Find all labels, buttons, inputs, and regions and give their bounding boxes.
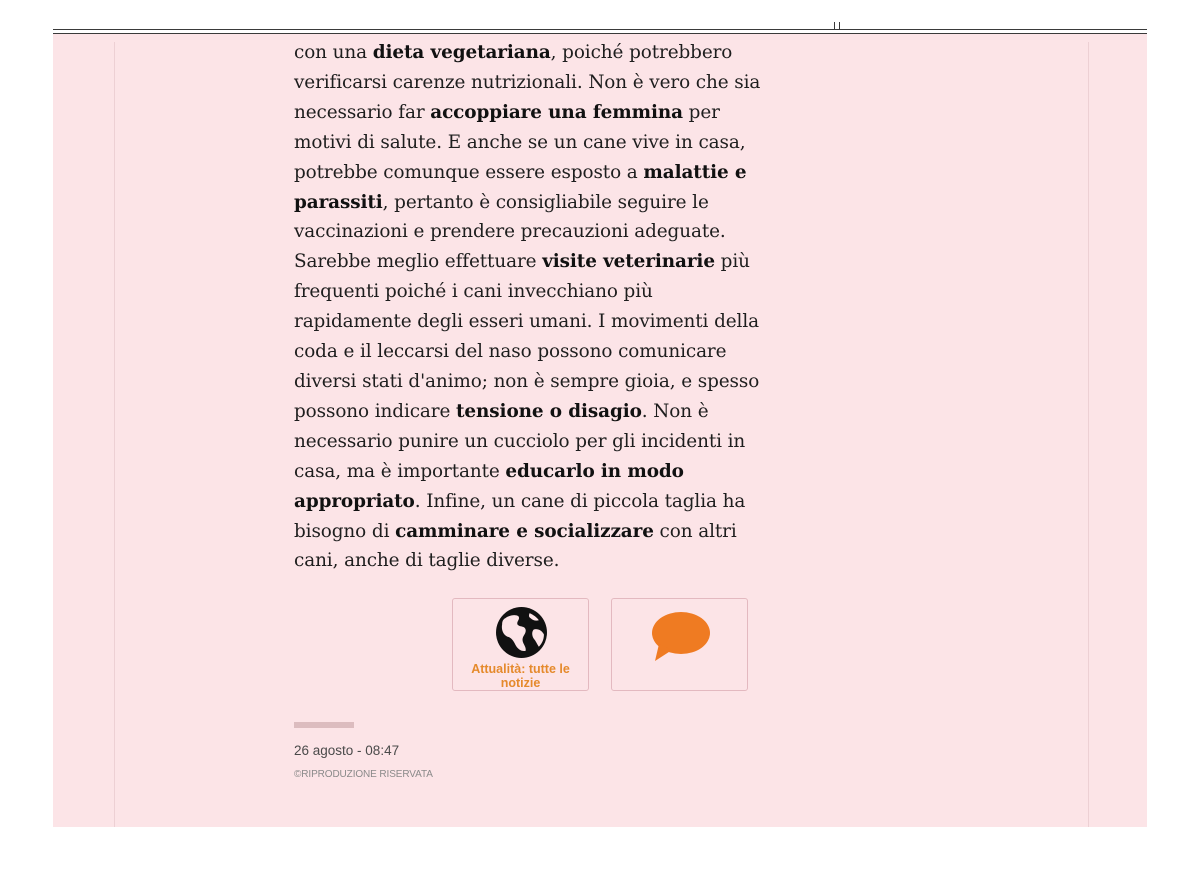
column-guide-left	[114, 42, 115, 827]
meta-divider	[294, 722, 354, 728]
article-highlight: malattie e parassiti	[294, 161, 747, 213]
header-rule-top	[53, 29, 1147, 30]
article-paragraph	[294, 38, 764, 576]
comments-button[interactable]	[611, 598, 748, 691]
article-highlight: dieta vegetariana	[372, 42, 551, 63]
header-divider-tick	[839, 22, 840, 30]
all-news-label: Attualità: tutte le notizie	[471, 662, 570, 690]
article-highlight: camminare e socializzare	[395, 520, 654, 542]
article-text-run: , pertanto è consigliabile seguire le vaccinazioni e prendere precauzioni adeguate. Sarebbe meglio effettuare	[294, 191, 726, 273]
all-news-button[interactable]	[452, 598, 589, 691]
article-text-run: . Non è necessario punire un cucciolo per gli incidenti in casa, ma è importante	[294, 400, 746, 482]
copyright-notice: ©RIPRODUZIONE RISERVATA	[294, 769, 433, 780]
column-guide-right	[1088, 42, 1089, 827]
article-text-run: , poiché potrebbero verificarsi carenze nutrizionali. Non è vero che sia necessario far	[294, 42, 761, 123]
article-text-run: . Infine, un cane di piccola taglia ha bisogno di	[294, 490, 746, 542]
article-body	[294, 38, 764, 576]
header-divider-tick	[834, 22, 835, 30]
article-highlight: accoppiare una femmina	[430, 101, 683, 123]
article-highlight: educarlo in modo appropriato	[294, 460, 684, 512]
globe-icon	[495, 606, 548, 659]
article-page	[53, 34, 1147, 827]
speech-bubble-icon	[650, 611, 712, 663]
article-text-run: con una	[294, 42, 373, 63]
article-highlight: visite veterinarie	[542, 251, 715, 273]
article-text-run: per motivi di salute. E anche se un cane vive in casa, potrebbe comunque essere esposto a	[294, 101, 746, 183]
publish-date: 26 agosto - 08:47	[294, 743, 400, 758]
article-text-run: con altri cani, anche di taglie diverse.	[294, 520, 737, 572]
article-highlight: tensione o disagio	[456, 400, 642, 422]
article-text-run: più frequenti poiché i cani invecchiano più rapidamente degli esseri umani. I movimenti della coda e il leccarsi del naso possono comunicare diversi stati d'animo; non è sempre gioia, e spesso possono indicare	[294, 251, 760, 422]
